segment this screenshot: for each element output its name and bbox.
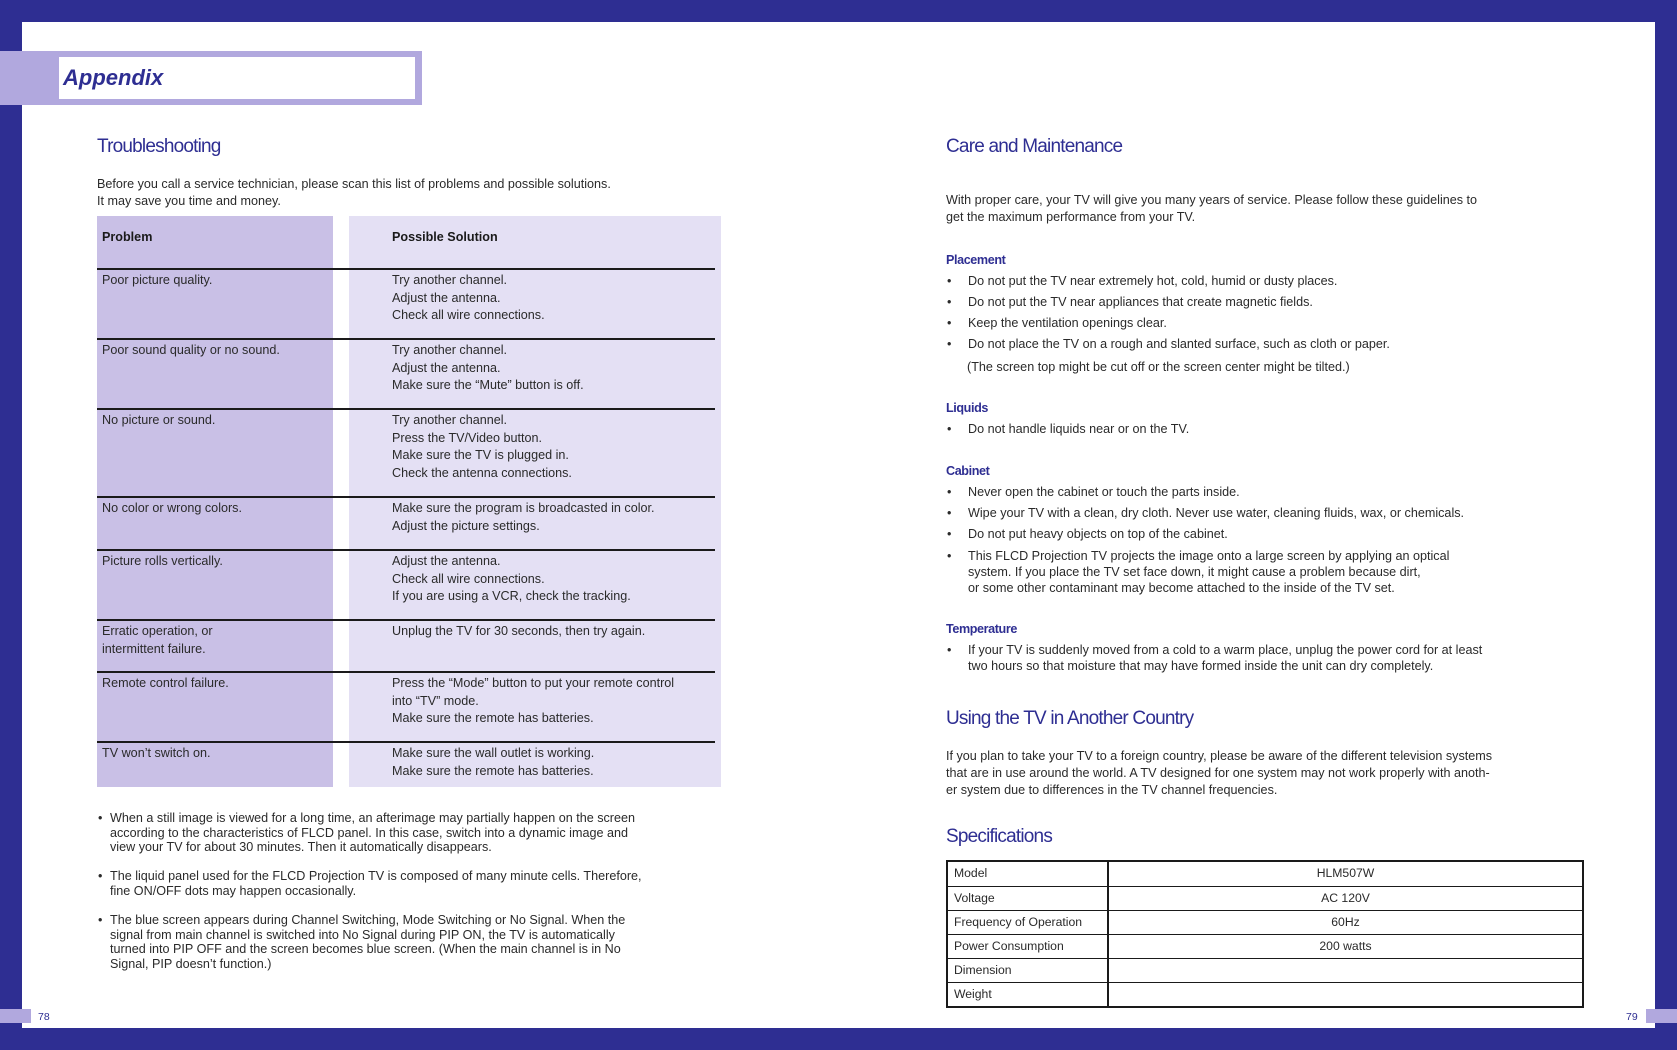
solution-text: Adjust the antenna.	[392, 290, 501, 305]
note-line: turned into PIP OFF and the screen becomes blue screen. (When the main channel is in No	[110, 942, 621, 957]
problem-cell	[102, 553, 223, 571]
solution-cell	[392, 272, 545, 325]
problem-text: Poor picture quality.	[102, 273, 213, 287]
problem-cell	[102, 745, 211, 763]
problem-text: Poor sound quality or no sound.	[102, 343, 280, 357]
page-mark-left	[0, 1009, 31, 1023]
note-line: fine ON/OFF dots may happen occasionally.	[110, 883, 357, 898]
cabinet-title: Cabinet	[946, 464, 990, 478]
list-line: If your TV is suddenly moved from a cold to a warm place, unplug the power cord for at least	[968, 643, 1483, 657]
appendix-title: Appendix	[63, 65, 164, 90]
list-line: two hours so that moisture that may have formed inside the unit can dry completely.	[968, 659, 1434, 673]
spec-row	[948, 886, 1582, 911]
problem-cell	[102, 272, 212, 290]
list-line: or some other contaminant may become attached to the inside of the TV set.	[968, 581, 1395, 595]
row-divider	[97, 741, 715, 743]
note-line: signal from main channel is switched into No Signal during PIP ON, the TV is automatically	[110, 927, 615, 942]
list-line: Do not put heavy objects on top of the cabinet.	[968, 527, 1228, 541]
spec-label: Power Consumption	[954, 939, 1064, 953]
solution-column-header: Possible Solution	[392, 230, 498, 244]
temperature-title: Temperature	[946, 622, 1017, 636]
spec-label: Model	[954, 866, 988, 880]
problem-cell	[102, 500, 242, 518]
another-country-text	[946, 748, 1492, 799]
bullet-glyph: •	[98, 811, 103, 825]
care-intro-line: With proper care, your TV will give you many years of service. Please follow these guidelines to	[946, 193, 1478, 207]
care-intro	[946, 192, 1477, 226]
problem-text: Remote control failure.	[102, 676, 229, 690]
spec-row	[948, 958, 1582, 983]
list-item-text	[968, 294, 1313, 310]
troubleshooting-heading: Troubleshooting	[97, 136, 221, 157]
solution-text: Unplug the TV for 30 seconds, then try again.	[392, 624, 646, 638]
bullet-glyph: •	[947, 643, 952, 657]
row-divider	[97, 549, 715, 551]
list-line: system. If you place the TV set face down, it might cause a problem because dirt,	[968, 565, 1421, 579]
solution-text: Press the “Mode” button to put your remote control	[392, 676, 675, 690]
spec-row	[948, 862, 1582, 886]
solution-cell	[392, 500, 655, 535]
row-divider	[97, 408, 715, 410]
note-text	[110, 811, 635, 855]
spec-label: Voltage	[954, 891, 995, 905]
solution-text: Try another channel.	[392, 273, 508, 287]
intro-line: Before you call a service technician, please scan this list of problems and possible solutions.	[97, 177, 611, 191]
row-divider	[97, 338, 715, 340]
bullet-glyph: •	[947, 527, 952, 541]
solution-text: Make sure the remote has batteries.	[392, 763, 594, 778]
spec-row	[948, 982, 1582, 1007]
spec-value: 60Hz	[1331, 915, 1360, 929]
solution-text: Check all wire connections.	[392, 571, 545, 586]
problem-text: Erratic operation, or	[102, 624, 213, 638]
list-item-text	[968, 484, 1240, 500]
row-divider	[97, 268, 715, 270]
another-country-heading: Using the TV in Another Country	[946, 708, 1194, 729]
bullet-glyph: •	[98, 913, 103, 927]
country-line: that are in use around the world. A TV designed for one system may not work properly with anoth-	[946, 766, 1490, 780]
note-line: according to the characteristics of FLCD panel. In this case, switch into a dynamic image and	[110, 825, 628, 840]
spec-row	[948, 910, 1582, 935]
solution-text: Check the antenna connections.	[392, 465, 572, 480]
solution-text: Adjust the picture settings.	[392, 518, 540, 533]
list-line: Never open the cabinet or touch the parts inside.	[968, 485, 1240, 499]
bullet-glyph: •	[947, 274, 952, 288]
bullet-glyph: •	[947, 485, 952, 499]
list-item-text	[968, 548, 1449, 596]
bullet-glyph: •	[947, 549, 952, 563]
solution-text: Try another channel.	[392, 343, 508, 357]
spec-value: HLM507W	[1316, 866, 1375, 880]
problem-text: intermittent failure.	[102, 641, 206, 656]
problem-cell	[102, 342, 280, 360]
appendix-title-box	[59, 57, 415, 99]
list-line: This FLCD Projection TV projects the image onto a large screen by applying an optical	[968, 549, 1450, 563]
solution-text: Press the TV/Video button.	[392, 430, 543, 445]
note-line: view your TV for about 30 minutes. Then it automatically disappears.	[110, 840, 492, 855]
note-line: The blue screen appears during Channel Switching, Mode Switching or No Signal. When the	[110, 913, 626, 927]
intro-line: It may save you time and money.	[97, 194, 281, 208]
solution-text: Make sure the program is broadcasted in color.	[392, 501, 655, 515]
solution-cell	[392, 745, 594, 780]
page-mark-right	[1646, 1009, 1677, 1023]
country-line: er system due to differences in the TV channel frequencies.	[946, 783, 1278, 797]
row-divider	[97, 671, 715, 673]
problem-text: No picture or sound.	[102, 413, 216, 427]
solution-text: Make sure the remote has batteries.	[392, 711, 594, 725]
list-line: Do not put the TV near appliances that create magnetic fields.	[968, 295, 1313, 309]
list-item-text	[968, 273, 1337, 289]
note-line: Signal, PIP doesn’t function.)	[110, 957, 272, 972]
solution-text: Make sure the wall outlet is working.	[392, 746, 595, 760]
note-text	[110, 869, 642, 898]
problem-cell	[102, 412, 215, 430]
note-line: When a still image is viewed for a long time, an afterimage may partially happen on the screen	[110, 811, 636, 825]
solution-cell	[392, 623, 645, 641]
list-item-text	[968, 315, 1167, 331]
note-text	[110, 913, 625, 972]
list-line: Do not handle liquids near or on the TV.	[968, 422, 1190, 436]
row-divider	[97, 619, 715, 621]
spec-row	[948, 934, 1582, 959]
country-line: If you plan to take your TV to a foreign country, please be aware of the different television systems	[946, 749, 1493, 763]
solution-text: Check all wire connections.	[392, 308, 545, 322]
bullet-glyph: •	[947, 337, 952, 351]
specifications-heading: Specifications	[946, 826, 1053, 847]
spec-value: AC 120V	[1321, 891, 1370, 905]
bullet-glyph: •	[98, 869, 103, 883]
page-number-right: 79	[1626, 1011, 1638, 1023]
solution-text: into “TV” mode.	[392, 693, 479, 708]
solution-cell	[392, 342, 584, 395]
problem-text: Picture rolls vertically.	[102, 554, 223, 568]
care-intro-line: get the maximum performance from your TV.	[946, 210, 1196, 224]
page-number-left: 78	[38, 1011, 50, 1023]
placement-title: Placement	[946, 253, 1006, 267]
spec-value: 200 watts	[1319, 939, 1372, 953]
solution-text: If you are using a VCR, check the tracking.	[392, 589, 631, 603]
list-line: Do not place the TV on a rough and slanted surface, such as cloth or paper.	[968, 337, 1390, 351]
list-item-text	[968, 642, 1482, 674]
spec-label: Dimension	[954, 963, 1012, 977]
problem-column-header: Problem	[102, 230, 153, 244]
list-item-text	[968, 421, 1189, 437]
bullet-glyph: •	[947, 316, 952, 330]
note-line: The liquid panel used for the FLCD Projection TV is composed of many minute cells. Therefore,	[110, 869, 642, 883]
list-item-text	[968, 505, 1464, 521]
problem-cell	[102, 623, 213, 658]
solution-text: Try another channel.	[392, 413, 508, 427]
spec-label: Weight	[954, 987, 992, 1001]
liquids-title: Liquids	[946, 401, 988, 415]
solution-text: Make sure the TV is plugged in.	[392, 448, 569, 462]
solution-text: Make sure the “Mute” button is off.	[392, 378, 584, 392]
specifications-table	[946, 860, 1584, 1008]
solution-text: Adjust the antenna.	[392, 360, 501, 375]
solution-cell	[392, 675, 674, 728]
spec-label: Frequency of Operation	[954, 915, 1083, 929]
placement-note: (The screen top might be cut off or the screen center might be tilted.)	[967, 360, 1350, 374]
bullet-glyph: •	[947, 295, 952, 309]
care-heading: Care and Maintenance	[946, 136, 1123, 157]
list-line: Do not put the TV near extremely hot, cold, humid or dusty places.	[968, 274, 1338, 288]
bullet-glyph: •	[947, 422, 952, 436]
problem-text: TV won’t switch on.	[102, 746, 211, 760]
solution-cell	[392, 412, 572, 482]
list-item-text	[968, 526, 1228, 542]
list-line: Wipe your TV with a clean, dry cloth. Never use water, cleaning fluids, wax, or chemicals.	[968, 506, 1465, 520]
solution-text: Adjust the antenna.	[392, 554, 501, 568]
problem-text: No color or wrong colors.	[102, 501, 242, 515]
problem-cell	[102, 675, 229, 693]
row-divider	[97, 496, 715, 498]
bullet-glyph: •	[947, 506, 952, 520]
solution-cell	[392, 553, 631, 606]
list-item-text	[968, 336, 1390, 352]
troubleshooting-intro	[97, 176, 611, 210]
list-line: Keep the ventilation openings clear.	[968, 316, 1167, 330]
